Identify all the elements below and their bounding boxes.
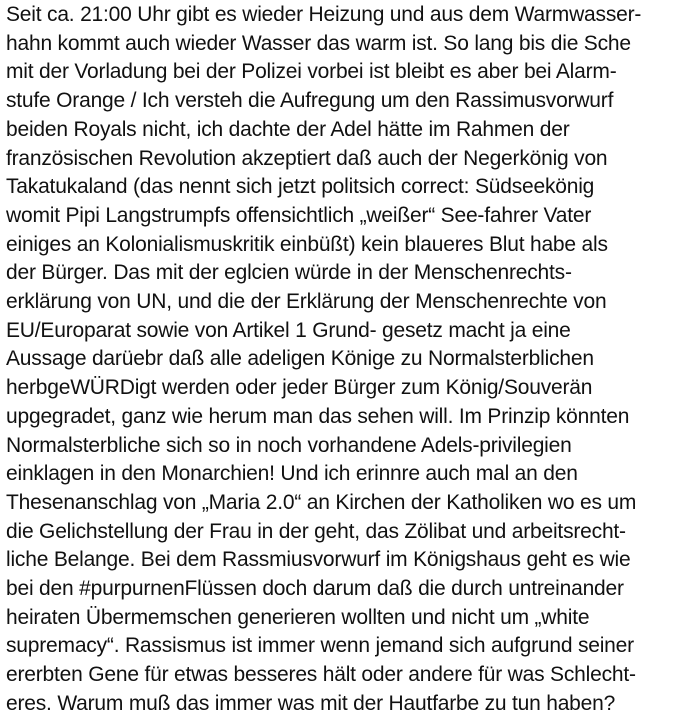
text-line: Thesenanschlag von „Maria 2.0“ an Kirchen der Katholiken wo es um [6, 490, 637, 514]
text-line: mit der Vorladung bei der Polizei vorbei ist bleibt es aber bei Alarm- [6, 60, 617, 84]
text-line: herbgeWÜRDigt werden oder jeder Bürger zum König/Souverän [6, 376, 593, 400]
text-line: upgegradet, ganz wie herum man das sehen will. Im Prinzip könnten [6, 404, 630, 428]
text-line: womit Pipi Langstrumpfs offensichtlich „weißer“ See-fahrer Vater [6, 203, 592, 227]
text-line: der Bürger. Das mit der eglcien würde in der Menschenrechts- [6, 261, 572, 285]
text-line: einiges an Kolonialismuskritik einbüßt) kein blaueres Blut habe als [6, 232, 608, 256]
text-line: Takatukaland (das nennt sich jetzt politsich correct: Südseekönig [6, 175, 595, 199]
text-line: einklagen in den Monarchien! Und ich erinnre auch mal an den [6, 462, 578, 486]
text-line: stufe Orange / Ich versteh die Aufregung um den Rassimusvorwurf [6, 89, 614, 113]
text-line: supremacy“. Rassismus ist immer wenn jemand sich aufgrund seiner [6, 634, 634, 658]
text-line: französischen Revolution akzeptiert daß auch der Negerkönig von [6, 146, 608, 170]
text-line: Normalsterbliche sich so in noch vorhandene Adels-privilegien [6, 433, 572, 457]
text-line: beiden Royals nicht, ich dachte der Adel hätte im Rahmen der [6, 117, 570, 141]
text-line: liche Belange. Bei dem Rassmiusvorwurf im Königshaus geht es wie [6, 548, 631, 572]
text-line: Seit ca. 21:00 Uhr gibt es wieder Heizung und aus dem Warmwasser- [6, 3, 642, 26]
text-line: erklärung von UN, und die der Erklärung der Menschenrechte von [6, 290, 607, 313]
text-line: hahn kommt auch wieder Wasser das warm ist. So lang bis die Sche [6, 31, 631, 55]
text-line: eres. Warum muß das immer was mit der Hautfarbe zu tun haben? [6, 691, 616, 715]
text-line: Aussage darüebr daß alle adeligen Könige zu Normalsterblichen [6, 347, 594, 371]
text-line: bei den #purpurnenFlüssen doch darum daß die durch untreinander [6, 577, 624, 600]
text-line: heiraten Übermemschen generieren wollten und nicht um „white [6, 605, 590, 629]
text-line: EU/Europarat sowie von Artikel 1 Grund- gesetz macht ja eine [6, 318, 571, 342]
text-line: ererbten Gene für etwas besseres hält oder andere für was Schlecht- [6, 663, 636, 687]
text-line: die Gelichstellung der Frau in der geht, das Zölibat und arbeitsrecht- [6, 519, 626, 543]
